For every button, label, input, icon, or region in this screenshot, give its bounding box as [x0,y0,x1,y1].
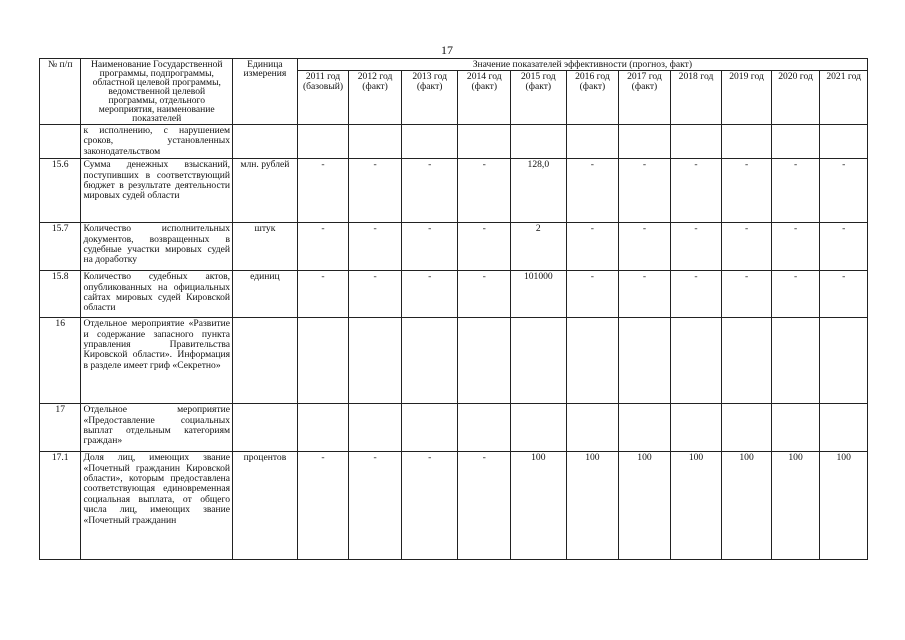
header-year: 2020 год [771,71,820,125]
header-year: 2011 год (базовый) [297,71,349,125]
cell-value [458,125,511,159]
cell-value [820,318,868,404]
cell-value: - [619,159,671,223]
cell-value: - [566,159,619,223]
cell-value: - [297,223,349,271]
cell-value: - [401,271,458,318]
cell-value [349,318,402,404]
cell-value [349,404,402,452]
cell-value [722,404,772,452]
cell-value [458,404,511,452]
cell-value [619,318,671,404]
page-number: 17 [441,43,453,57]
cell-value: - [297,452,349,560]
cell-value [722,318,772,404]
cell-value [511,318,567,404]
cell-value [722,125,772,159]
cell-value [511,404,567,452]
cell-value: - [670,223,722,271]
header-year: 2021 год [820,71,868,125]
row-name: Отдельное мероприятие «Предоставление социальных выплат отдельным категориям граждан» [81,404,233,452]
row-num: 15.7 [40,223,81,271]
cell-value [619,125,671,159]
table-row [40,318,868,404]
row-unit [233,125,298,159]
cell-value [566,125,619,159]
cell-value: - [458,159,511,223]
cell-value: 2 [511,223,567,271]
cell-value [401,125,458,159]
cell-value [771,404,820,452]
cell-value [566,404,619,452]
cell-value [401,404,458,452]
table-row [40,159,868,223]
cell-value [349,125,402,159]
cell-value: - [670,159,722,223]
cell-value: - [670,271,722,318]
cell-value: - [458,271,511,318]
row-num [40,125,81,159]
cell-value: - [771,271,820,318]
cell-value: 128,0 [511,159,567,223]
cell-value: 100 [771,452,820,560]
table-row [40,125,868,159]
cell-value [297,404,349,452]
cell-value: - [619,271,671,318]
indicators-table [39,58,868,560]
row-unit: единиц [233,271,298,318]
cell-value [771,125,820,159]
cell-value [771,318,820,404]
header-name: Наименование Государственной программы, подпрограммы, областной целевой программы, ведомственной целевой программы, отдельного мероприятия, наименование показателей [81,59,233,125]
cell-value: - [458,452,511,560]
row-name: Количество судебных актов, опубликованных на официальных сайтах мировых судей Кировской области [81,271,233,318]
row-num: 17 [40,404,81,452]
row-num: 16 [40,318,81,404]
cell-value [566,318,619,404]
header-group-title: Значение показателей эффективности (прогноз, факт) [297,59,867,71]
cell-value [511,125,567,159]
cell-value: - [771,223,820,271]
header-year: 2014 год (факт) [458,71,511,125]
cell-value: - [401,452,458,560]
cell-value: - [820,271,868,318]
cell-value: - [458,223,511,271]
cell-value: 100 [511,452,567,560]
cell-value: - [619,223,671,271]
cell-value [820,125,868,159]
row-name: Доля лиц, имеющих звание «Почетный гражданин Кировской области», которым предоставлена соответствующая единовременная социальная выплата, от общего числа лиц, имеющих звание «Почетный гражданин [81,452,233,560]
header-unit: Единица измерения [233,59,298,125]
cell-value [670,125,722,159]
table-row [40,271,868,318]
cell-value: - [349,159,402,223]
cell-value: - [722,223,772,271]
cell-value [619,404,671,452]
cell-value [401,318,458,404]
cell-value [297,318,349,404]
cell-value: - [722,159,772,223]
cell-value: - [771,159,820,223]
row-name: к исполнению, с нарушением сроков, установленных законодательством [81,125,233,159]
row-unit: штук [233,223,298,271]
row-unit: млн. рублей [233,159,298,223]
cell-value: 100 [670,452,722,560]
cell-value: - [297,159,349,223]
cell-value: - [820,159,868,223]
header-year: 2017 год (факт) [619,71,671,125]
cell-value: - [349,452,402,560]
cell-value [458,318,511,404]
cell-value [820,404,868,452]
table-row [40,452,868,560]
cell-value: - [349,223,402,271]
cell-value: 100 [820,452,868,560]
cell-value: 101000 [511,271,567,318]
cell-value [670,318,722,404]
cell-value: - [349,271,402,318]
cell-value: - [297,271,349,318]
cell-value: - [401,223,458,271]
cell-value [670,404,722,452]
row-name: Количество исполнительных документов, возвращенных в судебные участки мировых судей на доработку [81,223,233,271]
cell-value: - [820,223,868,271]
row-num: 15.8 [40,271,81,318]
row-num: 15.6 [40,159,81,223]
table-row [40,223,868,271]
cell-value: 100 [722,452,772,560]
header-year: 2013 год (факт) [401,71,458,125]
header-year: 2019 год [722,71,772,125]
header-year: 2016 год (факт) [566,71,619,125]
row-num: 17.1 [40,452,81,560]
header-year: 2012 год (факт) [349,71,402,125]
cell-value: - [401,159,458,223]
cell-value: - [566,271,619,318]
cell-value: - [566,223,619,271]
row-name: Отдельное мероприятие «Развитие и содержание запасного пункта управления Правительства Кировской области». Информация в разделе имеет гриф «Секретно» [81,318,233,404]
header-year: 2018 год [670,71,722,125]
row-name: Сумма денежных взысканий, поступивших в соответствующий бюджет в результате деятельности мировых судей области [81,159,233,223]
table-row [40,404,868,452]
row-unit: процентов [233,452,298,560]
cell-value: 100 [619,452,671,560]
cell-value: 100 [566,452,619,560]
row-unit [233,404,298,452]
row-unit [233,318,298,404]
header-year: 2015 год (факт) [511,71,567,125]
header-num: № п/п [40,59,81,125]
cell-value: - [722,271,772,318]
cell-value [297,125,349,159]
